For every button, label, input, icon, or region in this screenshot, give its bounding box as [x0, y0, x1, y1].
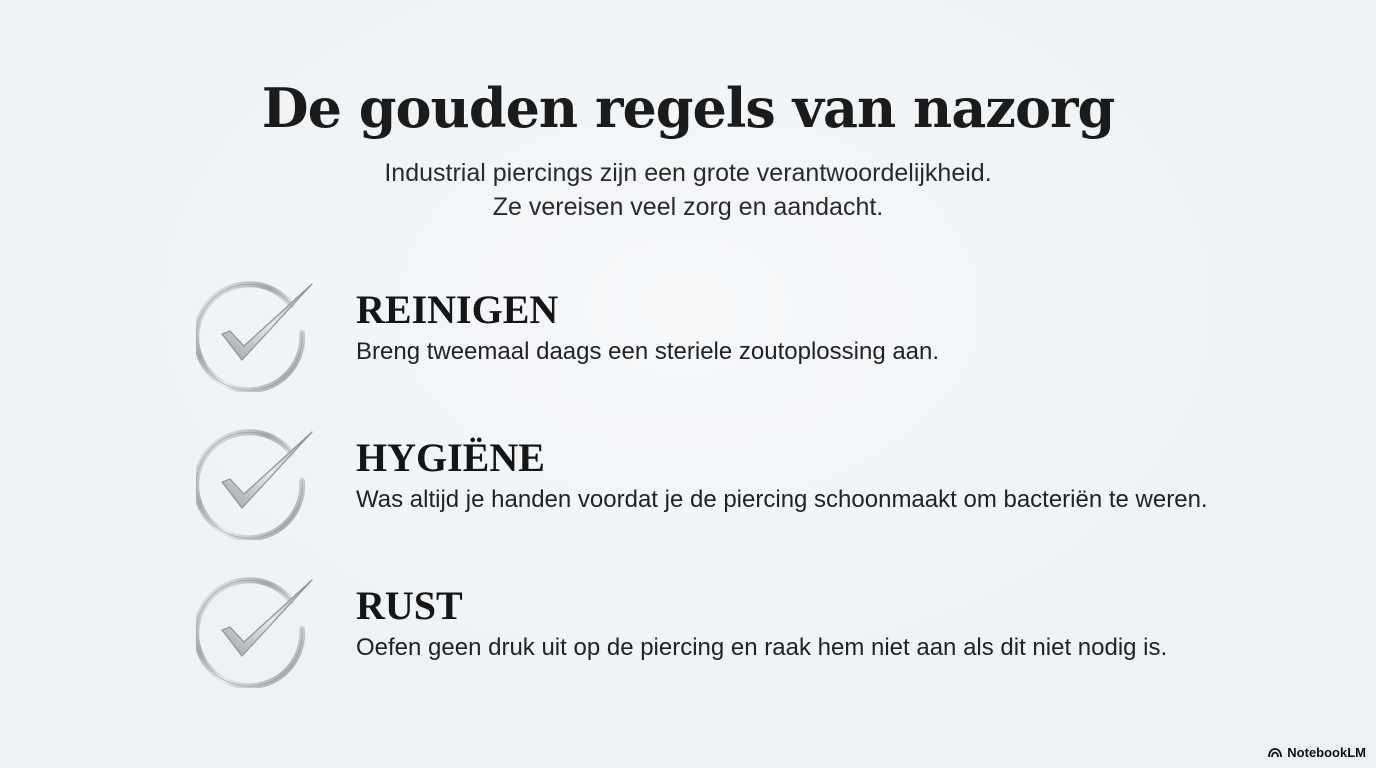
subtitle-line-1: Industrial piercings zijn een grote verantwoordelijkheid.: [384, 159, 992, 187]
rule-heading: RUST: [356, 583, 463, 628]
checkmark-icon: [196, 276, 316, 392]
rule-reinigen: [196, 276, 1296, 392]
rule-heading: REINIGEN: [356, 287, 559, 332]
rule-heading: HYGIËNE: [356, 435, 545, 480]
notebooklm-branding: [1268, 745, 1366, 760]
rule-description: Oefen geen druk uit op de piercing en raak hem niet aan als dit niet nodig is.: [356, 634, 1168, 661]
rule-hygiene: [196, 424, 1296, 540]
rule-description: Breng tweemaal daags een steriele zoutoplossing aan.: [356, 338, 940, 365]
subtitle-line-2: Ze vereisen veel zorg en aandacht.: [492, 193, 884, 221]
slide-subtitle: [0, 156, 1376, 224]
notebooklm-logo-icon: [1268, 747, 1282, 758]
rule-rust: [196, 572, 1296, 688]
checkmark-icon: [196, 424, 316, 540]
slide-title: De gouden regels van nazorg: [261, 76, 1115, 140]
checkmark-icon: [196, 572, 316, 688]
brand-label: NotebookLM: [1287, 745, 1366, 760]
rule-description: Was altijd je handen voordat je de piercing schoonmaakt om bacteriën te weren.: [356, 486, 1208, 513]
